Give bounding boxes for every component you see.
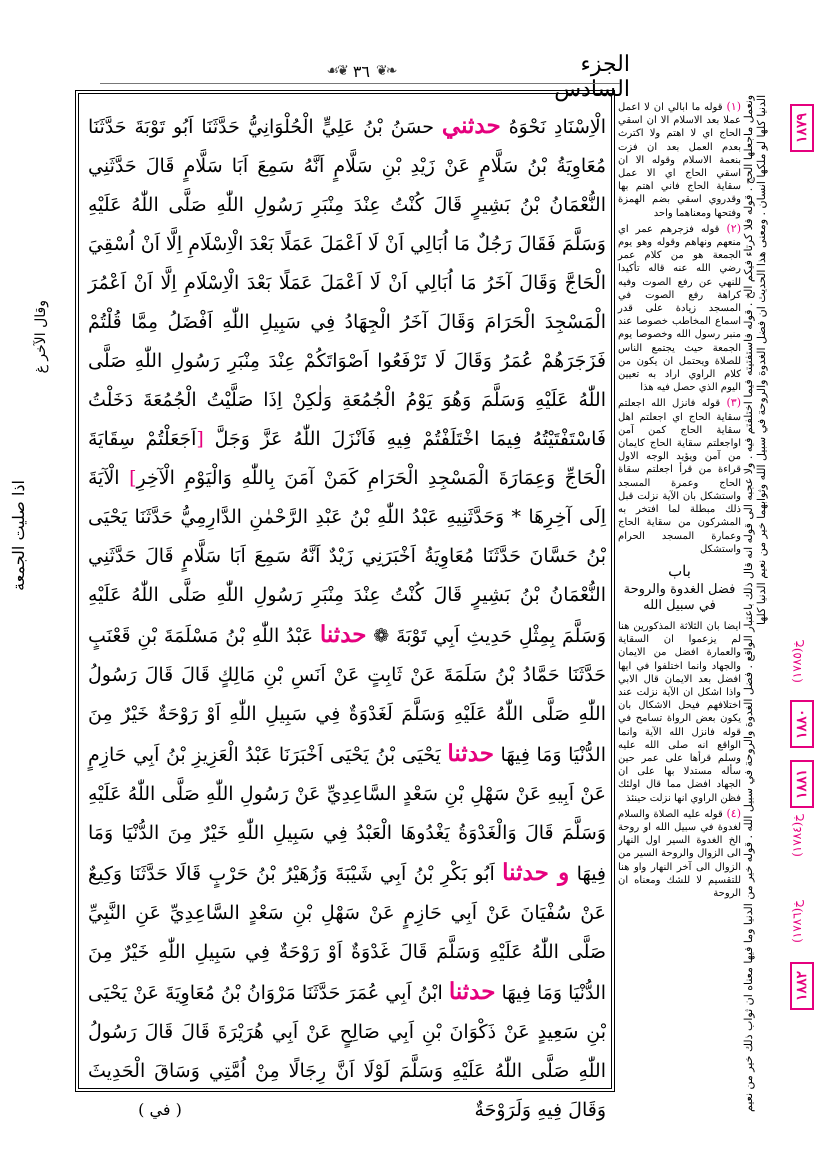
ornament-right-icon: ❧❦: [376, 63, 396, 79]
main-line-1: الْاِسْنَادِ نَحْوَهُ: [508, 116, 607, 138]
outer-margin-commentary: [742, 95, 782, 1135]
note-1-number: (١): [726, 100, 741, 113]
page-number: [296, 60, 426, 82]
note-3: [618, 396, 741, 555]
note-1-text: قوله ما ابالي ان لا اعمل عملا بعد الاسلام الا ان اسقي الحاج اي لا اهتم ولا اكترث بعدم العمل بعد ان فزت بنعمة الاسلام وقوله الا ان اسقي الحاج اي الا عمل سقاية الحاج فاني اهتم بها وقدروي اسقي بضم الهمزة وفتحها ومعناهما واحد: [618, 102, 741, 219]
hadith-ref: خ(١٧٨٤): [790, 814, 804, 857]
chapter-heading: باب: [668, 561, 691, 580]
chapter-title: فضل الغدوة والروحة في سبيل الله: [623, 581, 736, 613]
main-line-6: يَحْيَى بْنُ يَحْيَى اَخْبَرَنَا عَبْدُ الْعَزِيزِ بْنُ اَبِي حَازِمٍ عَنْ اَبِيهِ عَنْ سَهْلِ بْنِ سَعْدٍ السَّاعِدِيِّ عَنْ رَسُولِ اللّٰهِ صَلَّى اللّٰهُ عَلَيْهِ وَسَلَّمَ قَالَ وَالْغَدْوَةُ يَغْدُوهَا الْعَبْدُ فِي سَبِيلِ اللّٰهِ خَيْرٌ مِنَ الدُّنْيَا وَمَا فِيهَا: [88, 744, 607, 885]
hadith-ref: خ(١٧٨٦): [790, 900, 804, 943]
main-text: [88, 106, 607, 1121]
hadith-number-box: ١٨٨١: [790, 760, 814, 808]
hadith-number-box: ١٨٨٠: [790, 700, 814, 748]
main-line-2: حسَنُ بْنُ عَلِيٍّ الْحُلْوَانِيُّ حَدَّثَنَا اَبُو تَوْبَةَ حَدَّثَنَا مُعَاوِيَةُ بْنُ سَلَّامٍ عَنْ زَيْدِ بْنِ سَلَّامٍ اَنَّهُ سَمِعَ اَبَا سَلَّامٍ قَالَ حَدَّثَنِي النُّعْمَانُ بْنُ بَشِيرٍ قَالَ كُنْتُ عِنْدَ مِنْبَرِ رَسُولِ اللّٰهِ صَلَّى اللّٰهُ عَلَيْهِ وَسَلَّمَ فَقَالَ رَجُلٌ مَا اُبَالِي اَنْ لَا اَعْمَلَ عَمَلًا بَعْدَ الْاِسْلَامِ اِلَّا اَنْ اُسْقِيَ الْحَاجَّ وَقَالَ آخَرُ مَا اُبَالِي اَنْ لَا اَعْمَلَ عَمَلًا بَعْدَ الْاِسْلَامِ اِلَّا اَنْ اَعْمُرَ الْمَسْجِدَ الْحَرَامَ وَقَالَ آخَرُ الْجِهَادُ فِي سَبِيلِ اللّٰهِ اَفْضَلُ مِمَّا قُلْتُمْ فَزَجَرَهُمْ عُمَرُ وَقَالَ لَا تَرْفَعُوا اَصْوَاتَكُمْ عِنْدَ مِنْبَرِ رَسُولِ اللّٰهِ صَلَّى اللّٰهُ عَلَيْهِ وَسَلَّمَ وَهُوَ يَوْمُ الْجُمُعَةِ وَلٰكِنْ اِذَا صَلَّيْتُ الْجُمُعَةَ دَخَلْتُ فَاسْتَفْتَيْتُهُ فِيمَا اخْتَلَفْتُمْ فِيهِ فَاَنْزَلَ اللّٰهُ عَزَّ وَجَلَّ: [88, 116, 606, 450]
haddathani-marker: حدثني: [441, 112, 501, 139]
hadith-ref: خ(١٧٨٥): [790, 640, 804, 683]
hadith-number-box: ١٨٨٢: [790, 962, 814, 1010]
note-2: [618, 222, 741, 395]
page-number-value: ٣٦: [352, 61, 370, 81]
volume-title: الجزء السادس: [554, 52, 630, 102]
note-4-text: قوله عليه الصلاة والسلام لغدوة في سبيل الله او روحة الخ الغدوة السير اول النهار الى الزوال والروحة السير من الزوال الى آخر النهار واو هنا للتقسيم لا للشك ومعناه ان الروحة: [618, 808, 741, 899]
main-line-5: عَبْدُ اللّٰهِ بْنُ مَسْلَمَةَ بْنِ قَعْنَبٍ حَدَّثَنَا حَمَّادُ بْنُ سَلَمَةَ عَنْ ثَابِتٍ عَنْ اَنَسِ بْنِ مَالِكٍ قَالَ قَالَ رَسُولُ اللّٰهِ صَلَّى اللّٰهُ عَلَيْهِ وَسَلَّمَ لَغَدْوَةٌ فِي سَبِيلِ اللّٰهِ اَوْ رَوْحَةٌ خَيْرٌ مِنَ الدُّنْيَا وَمَا فِيهَا: [88, 625, 606, 766]
left-margin-line-2: اذا صليت الجمعة: [9, 480, 28, 591]
main-line-3: اَجَعَلْتُمْ سِقَايَةَ الْحَاجِّ وَعِمَارَةَ الْمَسْجِدِ الْحَرَامِ كَمَنْ آمَنَ بِاللّٰهِ وَالْيَوْمِ الْآخِرِ: [88, 428, 606, 489]
haddathana-marker-2: حدثنا: [447, 740, 494, 767]
note-1: [618, 100, 741, 220]
note-4-number: (٤): [726, 806, 741, 820]
main-line-8: ابْنُ اَبِي عُمَرَ حَدَّثَنَا مَرْوَانُ بْنُ مُعَاوِيَةَ عَنْ يَحْيَى بْنِ سَعِيدٍ عَنْ ذَكْوَانَ بْنِ اَبِي صَالِحٍ عَنْ اَبِي هُرَيْرَةَ قَالَ قَالَ رَسُولُ اللّٰهِ صَلَّى اللّٰهُ عَلَيْهِ وَسَلَّمَ لَوْلَا اَنَّ رِجَالًا مِنْ اُمَّتِي وَسَاقَ الْحَدِيثَ وَقَالَ فِيهِ وَلَرَوْحَةٌ: [88, 982, 606, 1121]
bracket-close: ]: [129, 467, 137, 489]
main-line-7: اَبُو بَكْرِ بْنُ اَبِي شَيْبَةَ وَزُهَيْرُ بْنُ حَرْبٍ قَالَا حَدَّثَنَا وَكِيعٌ عَنْ سُفْيَانَ عَنْ اَبِي حَازِمٍ عَنْ سَهْلِ بْنِ سَعْدٍ السَّاعِدِيِّ عَنِ النَّبِيِّ صَلَّى اللّٰهُ عَلَيْهِ وَسَلَّمَ قَالَ غَدْوَةٌ اَوْ رَوْحَةٌ فِي سَبِيلِ اللّٰهِ خَيْرٌ مِنَ الدُّنْيَا وَمَا فِيهَا: [88, 863, 607, 1004]
wa-haddathana-marker: و حدثنا: [502, 859, 570, 886]
ornament-left-icon: ❦☙: [326, 63, 347, 79]
header-divider: [100, 83, 620, 84]
hadith-number-box: ١٨٧٩: [790, 104, 814, 152]
outer-margin-text: ونعمل ماجعلها الحج . قوله فلا كرتاء فيكم الخ . قوله فاستفتيته فيما اختلفتم فيه . ولا عجبه الى قوله انه قال ذلك باعتبار الواقع . فضل الغدوة والروحة في سبيل الله . قوله خير من الدنيا وما فيها معناه ان ثواب ذلك خير من نعيم الدنيا كلها لو ملكها انسان . ومعنى هذا الحديث ان فضل الغدوة والروحة في سبيل الله وثوابهما خير من نعيم الدنيا كلها: [742, 95, 768, 1113]
note-2-number: (٢): [726, 221, 742, 235]
bracket-open: [: [196, 428, 204, 450]
note-2-text: قوله فزجرهم عمر اي منعهم ونهاهم وقوله وهو يوم الجمعة هو من كلام عمر رضي الله عنه قاله تأكيدا للنهي عن رفع الصوت وفيه كراهة رفع الصوت في المسجد زيادة على قدر اسماع المخاطب خصوصا عند منبر رسول الله وخصوصا يوم الجمعة حيث يجتمع الناس للصلاة ويحتمل ان يكون من كلام الراوي اراد به تعيين اليوم الذي حصل فيه هذا: [618, 223, 741, 394]
catchword: ( في ): [138, 1100, 182, 1119]
note-3b-text: ايضا بان الثلاثة المذكورين هنا لم يزعموا ان السقاية والعمارة افضل من الايمان والجهاد وانما اختلفوا في ايها افضل بعد الايمان قال الابي واذا اشكل ان الآية نزلت عند اختلافهم فيحل الاشكال بان يكون بعض الرواة تسامح في قوله فانزل الله الآية وانما الواقع انه صلى الله عليه وسلم قرأها على عمر حين سأله مستدلا بها على ان الجهاد افضل مما قال اولئك فظن الراوي انها نزلت حينئذ: [618, 620, 741, 804]
left-margin-line-1: وقال الآخر غ: [33, 300, 49, 374]
haddathana-marker-1: حدثنا: [319, 621, 367, 648]
note-3-text: قوله فانزل الله اجعلتم سقاية الحاج اي اجعلتم اهل سقاية الحاج كمن آمن اواجعلتم سقاية الحاج كايمان من آمن ويؤيد الوجه الاول قراءة من قرأ اجعلتم سقاة الحاج وعمرة المسجد واستشكل بان الآية نزلت قبل ذلك مبطلة لما افتخر به المشركون من سقاية الحاج وعمارة المسجد الحرام واستشكل: [618, 398, 741, 555]
commentary-sidebar: [618, 100, 741, 1135]
note-4: [618, 807, 741, 900]
note-3-continued: [618, 620, 741, 805]
left-margin-gloss: [5, 300, 75, 750]
note-3-number: (٣): [726, 396, 741, 410]
main-line-4: الْآيَةَ اِلَى آخِرِهَا * وَحَدَّثَنِيهِ عَبْدُ اللّٰهِ بْنُ عَبْدِ الرَّحْمٰنِ الدَّارِمِيُّ حَدَّثَنَا يَحْيَى بْنُ حَسَّانَ حَدَّثَنَا مُعَاوِيَةُ اَخْبَرَنِي زَيْدٌ اَنَّهُ سَمِعَ اَبَا سَلَّامٍ قَالَ حَدَّثَنِي النُّعْمَانُ بْنُ بَشِيرٍ قَالَ كُنْتُ عِنْدَ مِنْبَرِ رَسُولِ اللّٰهِ صَلَّى اللّٰهُ عَلَيْهِ وَسَلَّمَ بِمِثْلِ حَدِيثِ اَبِي تَوْبَةَ ❁: [88, 467, 607, 647]
haddathana-marker-3: حدثنا: [448, 978, 496, 1005]
